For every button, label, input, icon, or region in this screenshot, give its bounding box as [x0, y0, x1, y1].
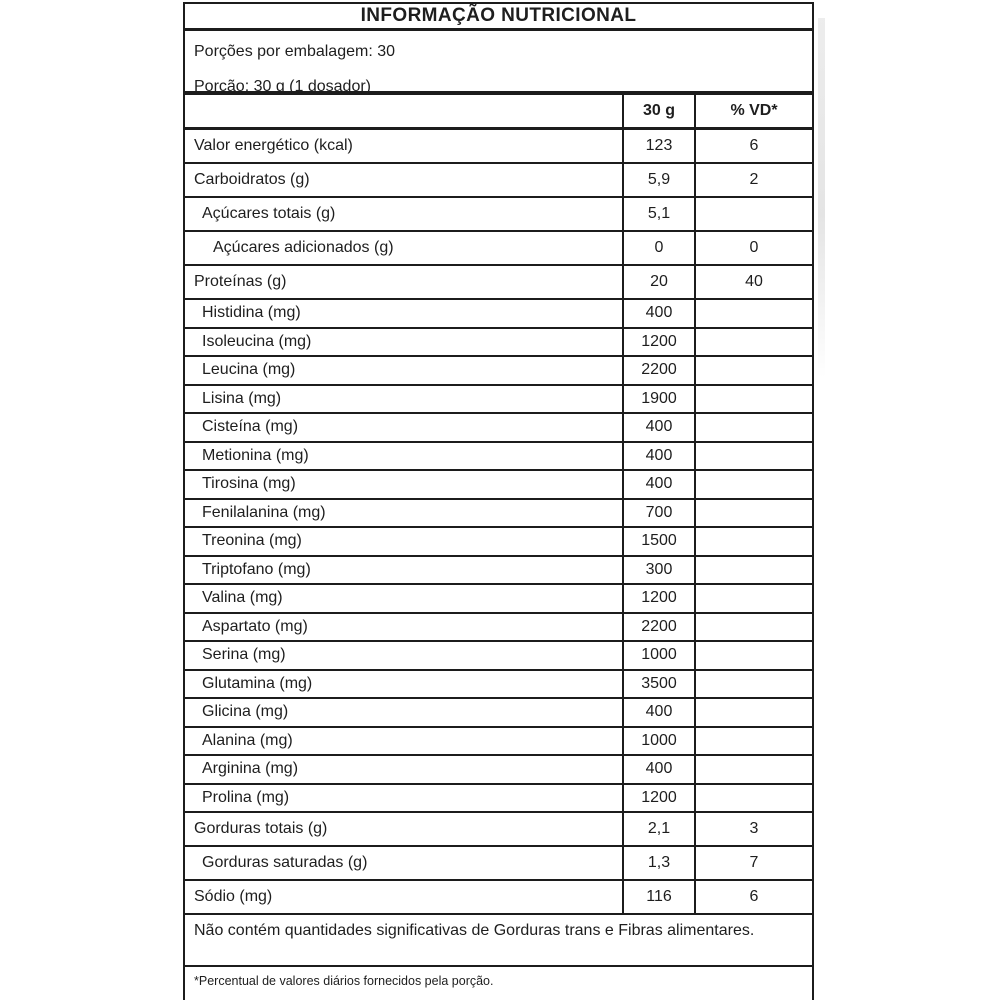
daily-value: 6 — [694, 881, 812, 913]
table-row — [185, 164, 812, 198]
nutrient-label: Proteínas (g) — [194, 273, 287, 290]
daily-value — [694, 198, 812, 230]
nutrient-label: Valor energético (kcal) — [194, 137, 353, 154]
nutrient-label: Prolina (mg) — [202, 788, 290, 806]
nutrient-label: Triptofano (mg) — [202, 560, 311, 578]
amount-value: 300 — [622, 557, 694, 584]
amount-value: 700 — [622, 500, 694, 527]
amount-value: 1000 — [622, 642, 694, 669]
amount-value: 20 — [622, 266, 694, 298]
daily-value — [694, 500, 812, 527]
table-row — [185, 130, 812, 164]
servings-per-package: Porções por embalagem: 30 — [194, 43, 395, 60]
nutrient-label: Fenilalanina (mg) — [202, 503, 326, 521]
serving-size: Porção: 30 g (1 dosador) — [194, 78, 371, 95]
amount-value: 1500 — [622, 528, 694, 555]
table-row — [185, 785, 812, 814]
amount-value: 1,3 — [622, 847, 694, 879]
daily-value — [694, 785, 812, 812]
amount-value: 400 — [622, 443, 694, 470]
daily-value — [694, 728, 812, 755]
nutrient-label: Leucina (mg) — [202, 361, 296, 379]
table-row — [185, 728, 812, 757]
daily-value — [694, 414, 812, 441]
daily-value — [694, 386, 812, 413]
amount-value: 5,9 — [622, 164, 694, 196]
nutrient-label: Açúcares adicionados (g) — [213, 239, 394, 256]
amount-value: 2200 — [622, 357, 694, 384]
daily-value — [694, 614, 812, 641]
nutrient-label: Arginina (mg) — [202, 760, 299, 778]
table-row — [185, 699, 812, 728]
daily-value — [694, 557, 812, 584]
table-row — [185, 266, 812, 300]
nutrient-label: Glutamina (mg) — [202, 674, 313, 692]
nutrient-label: Gorduras totais (g) — [194, 820, 328, 837]
daily-value — [694, 528, 812, 555]
amount-value: 1200 — [622, 329, 694, 356]
daily-value — [694, 642, 812, 669]
daily-value: 7 — [694, 847, 812, 879]
nutrient-label: Isoleucina (mg) — [202, 332, 312, 350]
table-row — [185, 329, 812, 358]
table-row — [185, 813, 812, 847]
header-amount-column: 30 g — [622, 95, 694, 127]
header-nutrient-column — [185, 95, 622, 127]
nutrient-label: Aspartato (mg) — [202, 617, 308, 635]
table-row — [185, 756, 812, 785]
nutrient-label: Alanina (mg) — [202, 731, 293, 749]
table-row — [185, 528, 812, 557]
amount-value: 1000 — [622, 728, 694, 755]
daily-value — [694, 471, 812, 498]
amount-value: 123 — [622, 130, 694, 162]
nutrient-label: Histidina (mg) — [202, 304, 301, 322]
serving-info — [185, 31, 812, 95]
daily-value — [694, 671, 812, 698]
amount-value: 400 — [622, 756, 694, 783]
nutrient-rows — [185, 130, 812, 915]
table-row — [185, 443, 812, 472]
table-row — [185, 642, 812, 671]
nutrient-label: Glicina (mg) — [202, 703, 289, 721]
daily-value — [694, 357, 812, 384]
amount-value: 400 — [622, 471, 694, 498]
table-row — [185, 671, 812, 700]
column-header-row — [185, 95, 812, 130]
table-row — [185, 557, 812, 586]
daily-value — [694, 300, 812, 327]
table-row — [185, 414, 812, 443]
amount-value: 400 — [622, 699, 694, 726]
nutrition-facts-table — [183, 2, 814, 1000]
amount-value: 2200 — [622, 614, 694, 641]
amount-value: 116 — [622, 881, 694, 913]
nutrient-label: Sódio (mg) — [194, 888, 273, 905]
daily-value: 3 — [694, 813, 812, 845]
daily-value: 6 — [694, 130, 812, 162]
nutrient-label: Açúcares totais (g) — [202, 205, 336, 222]
table-row — [185, 500, 812, 529]
table-row — [185, 847, 812, 881]
amount-value: 400 — [622, 300, 694, 327]
daily-value — [694, 329, 812, 356]
table-row — [185, 614, 812, 643]
table-row — [185, 198, 812, 232]
daily-value: 40 — [694, 266, 812, 298]
table-row — [185, 232, 812, 266]
amount-value: 1200 — [622, 585, 694, 612]
amount-value: 5,1 — [622, 198, 694, 230]
amount-value: 1200 — [622, 785, 694, 812]
table-title: INFORMAÇÃO NUTRICIONAL — [185, 4, 812, 31]
daily-value: 2 — [694, 164, 812, 196]
table-row — [185, 300, 812, 329]
nutrient-label: Tirosina (mg) — [202, 475, 296, 493]
nutrient-label: Metionina (mg) — [202, 446, 309, 464]
nutrient-label: Cisteína (mg) — [202, 418, 299, 436]
amount-value: 3500 — [622, 671, 694, 698]
nutrient-label: Gorduras saturadas (g) — [202, 854, 368, 871]
insignificant-amounts-note — [185, 915, 812, 967]
daily-value: 0 — [694, 232, 812, 264]
amount-value: 1900 — [622, 386, 694, 413]
daily-value — [694, 699, 812, 726]
nutrient-label: Serina (mg) — [202, 646, 286, 664]
daily-value — [694, 585, 812, 612]
table-row — [185, 471, 812, 500]
table-row — [185, 585, 812, 614]
nutrient-label: Carboidratos (g) — [194, 171, 310, 188]
nutrient-label: Treonina (mg) — [202, 532, 302, 550]
daily-value — [694, 443, 812, 470]
daily-value-footnote: *Percentual de valores diários fornecidos pela porção. — [194, 974, 494, 988]
amount-value: 2,1 — [622, 813, 694, 845]
amount-value: 0 — [622, 232, 694, 264]
amount-value: 400 — [622, 414, 694, 441]
scan-shadow — [818, 18, 825, 378]
header-daily-value-column: % VD* — [694, 95, 812, 127]
nutrient-label: Valina (mg) — [202, 589, 283, 607]
table-row — [185, 357, 812, 386]
daily-value — [694, 756, 812, 783]
table-row — [185, 386, 812, 415]
note-text: Não contém quantidades significativas de Gorduras trans e Fibras alimentares. — [194, 922, 755, 939]
table-row — [185, 881, 812, 915]
nutrient-label: Lisina (mg) — [202, 389, 282, 407]
